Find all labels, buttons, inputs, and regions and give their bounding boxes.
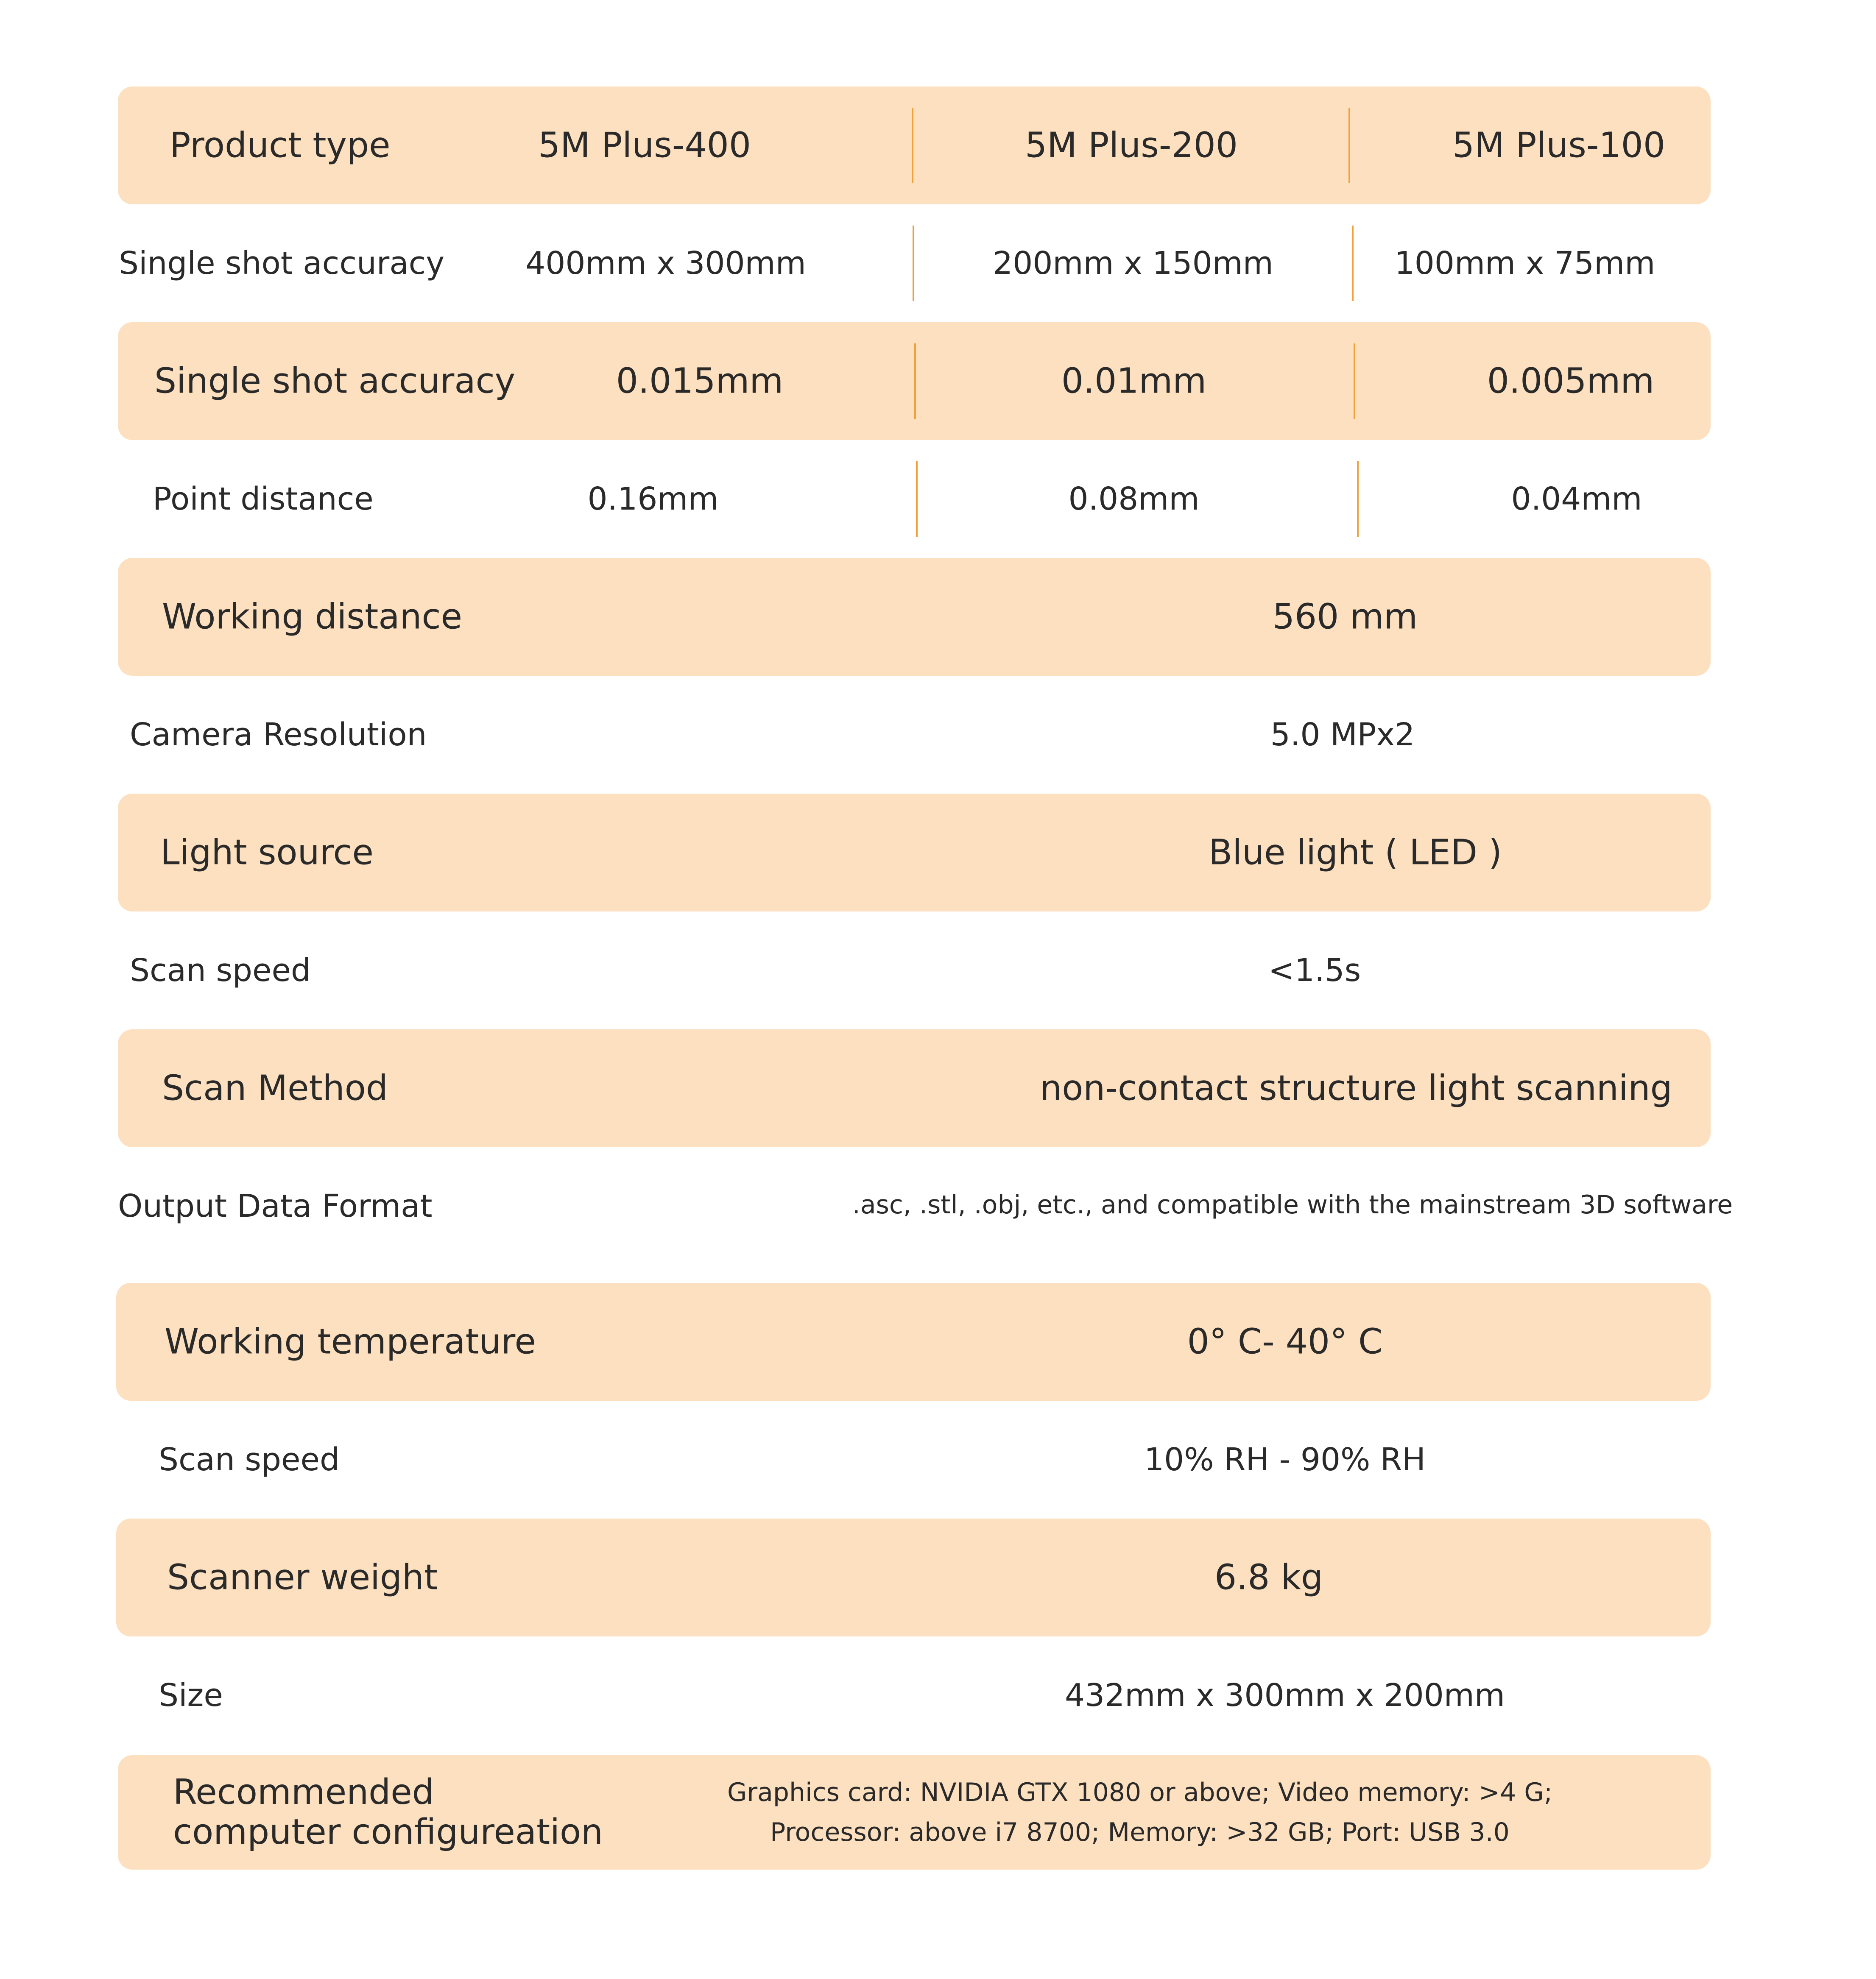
label-scan-range: Single shot accuracy <box>119 245 445 282</box>
row-scan-method <box>118 1029 1711 1147</box>
label-product-type: Product type <box>170 125 391 166</box>
row-size <box>118 1636 1711 1754</box>
column-divider <box>916 461 918 537</box>
value-scan-speed: <1.5s <box>1268 952 1361 989</box>
label-scan-method: Scan Method <box>162 1068 388 1109</box>
label-humidity: Scan speed <box>159 1441 340 1478</box>
value-point-distance-100: 0.04mm <box>1511 481 1642 517</box>
row-product-type <box>118 86 1711 204</box>
column-divider <box>912 108 913 183</box>
label-size: Size <box>159 1677 223 1714</box>
label-computer-config-line1: Recommended <box>173 1772 434 1812</box>
row-working-distance <box>118 558 1711 676</box>
row-light-source <box>118 794 1711 911</box>
column-divider <box>914 343 916 419</box>
value-size: 432mm x 300mm x 200mm <box>1065 1677 1505 1714</box>
value-scan-range-400: 400mm x 300mm <box>525 245 806 282</box>
value-accuracy-400: 0.015mm <box>616 361 784 401</box>
column-divider <box>1357 461 1359 537</box>
value-output-format: .asc, .stl, .obj, etc., and compatible with the mainstream 3D software <box>852 1190 1733 1220</box>
label-working-distance: Working distance <box>162 596 462 637</box>
model-5m-plus-100: 5M Plus-100 <box>1452 125 1666 166</box>
value-scan-range-200: 200mm x 150mm <box>993 245 1273 282</box>
value-light-source: Blue light ( LED ) <box>1208 832 1502 873</box>
row-scanner-weight <box>116 1519 1711 1636</box>
label-point-distance: Point distance <box>153 481 374 517</box>
value-scan-method: non-contact structure light scanning <box>1040 1068 1672 1109</box>
row-working-temperature <box>116 1283 1711 1401</box>
column-divider <box>1352 226 1354 301</box>
label-output-format: Output Data Format <box>118 1188 433 1224</box>
value-point-distance-400: 0.16mm <box>587 481 719 517</box>
value-point-distance-200: 0.08mm <box>1068 481 1200 517</box>
model-5m-plus-200: 5M Plus-200 <box>1025 125 1238 166</box>
column-divider <box>1354 343 1355 419</box>
label-scan-speed: Scan speed <box>130 952 311 989</box>
row-scan-speed <box>118 911 1711 1029</box>
value-computer-config <box>727 1773 1552 1852</box>
value-scan-range-100: 100mm x 75mm <box>1394 245 1655 282</box>
row-accuracy <box>118 322 1711 440</box>
value-computer-config-line2: Processor: above i7 8700; Memory: >32 GB; Port: USB 3.0 <box>770 1817 1510 1847</box>
value-accuracy-100: 0.005mm <box>1487 361 1655 401</box>
row-humidity <box>118 1401 1711 1519</box>
value-working-temperature: 0° C- 40° C <box>1187 1321 1383 1362</box>
value-accuracy-200: 0.01mm <box>1061 361 1207 401</box>
label-light-source: Light source <box>160 832 374 873</box>
value-scanner-weight: 6.8 kg <box>1214 1557 1323 1598</box>
column-divider <box>913 226 914 301</box>
row-point-distance <box>118 440 1711 558</box>
value-humidity: 10% RH - 90% RH <box>1144 1441 1426 1478</box>
row-scan-range <box>118 204 1711 322</box>
label-working-temperature: Working temperature <box>165 1321 536 1362</box>
label-computer-config <box>173 1773 603 1852</box>
value-computer-config-line1: Graphics card: NVIDIA GTX 1080 or above; Video memory: >4 G; <box>727 1778 1553 1807</box>
row-output-format <box>118 1147 1733 1265</box>
row-camera-resolution <box>118 676 1711 794</box>
model-5m-plus-400: 5M Plus-400 <box>538 125 751 166</box>
label-camera-resolution: Camera Resolution <box>130 716 427 753</box>
column-divider <box>1348 108 1350 183</box>
label-computer-config-line2: computer configureation <box>173 1812 603 1852</box>
value-working-distance: 560 mm <box>1272 596 1418 637</box>
value-camera-resolution: 5.0 MPx2 <box>1270 716 1415 753</box>
label-accuracy: Single shot accuracy <box>154 361 516 401</box>
label-scanner-weight: Scanner weight <box>167 1557 438 1598</box>
row-computer-config <box>118 1755 1711 1870</box>
